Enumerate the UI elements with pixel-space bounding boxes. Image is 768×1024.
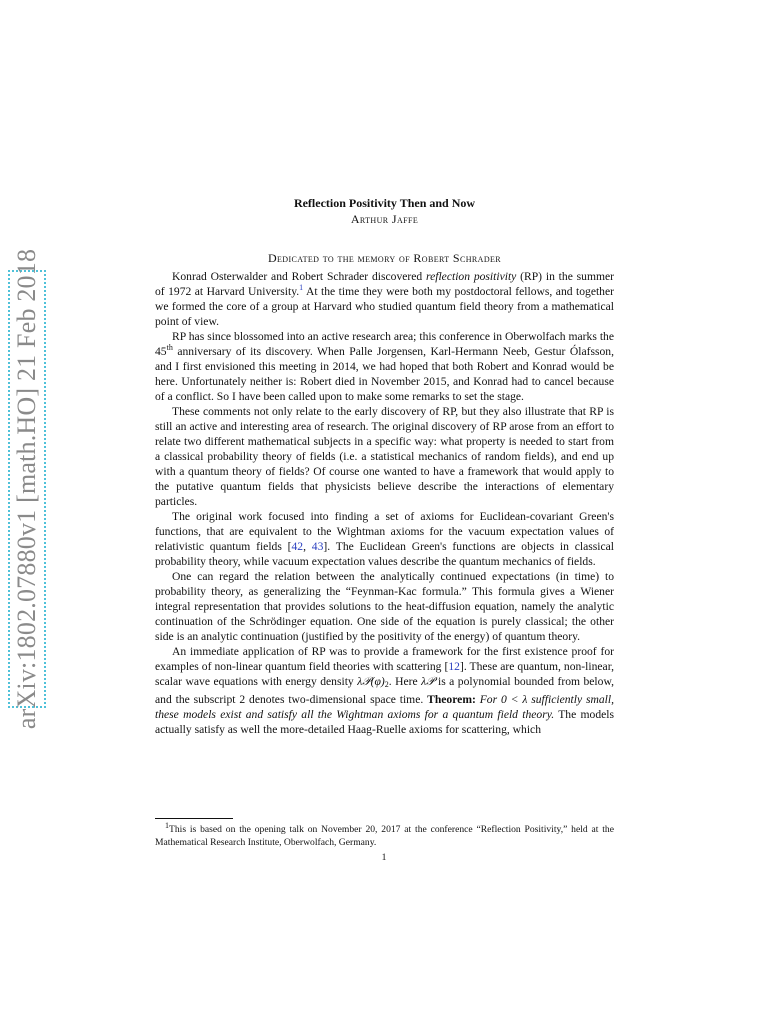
paragraph-5: One can regard the relation between the analytically continued expectations (in time) to probability theory, as generalizing the “Feynman-Kac formula.” This formula gives a Wiener integral representation that provides solutions to the heat-diffusion equation, namely the analytic continuation of the Schrödinger equation. One side of the equation is purely classical; the other side is an analytic continuation (justified by the positivity of the energy) of quantum theory. — [155, 570, 614, 643]
paper-body — [155, 196, 614, 737]
p4-sep: , — [303, 540, 312, 553]
p2-ordinal: th — [166, 343, 173, 353]
p1-text-b: (RP) in the summer of 1972 at Harvard University. — [155, 270, 615, 298]
p1-text-c: At the time they were both my postdoctoral fellows, and together we formed the core of a group at Harvard who studied quantum field theory from a mathematical point of view. — [155, 285, 614, 328]
paper-title: Reflection Positivity Then and Now — [293, 196, 476, 210]
theorem-statement: For 0 < λ sufficiently small, these models exist and satisfy all the Wightman axioms for a quantum field theory. — [155, 693, 614, 721]
paper-author: Arthur Jaffe — [350, 212, 419, 226]
p2-text-b: anniversary of its discovery. When Palle Jorgensen, Karl-Hermann Neeb, Gestur Ólafsson, and I first envisioned this meeting in 2014, we had hoped that both Robert and Konrad would be here. Unfortunately neither is: Robert died in November 2015, and Konrad had to cancel because of a conflict. So I have been called upon to make some remarks to set the stage. — [155, 345, 614, 403]
p4-text-b: ]. The Euclidean Green's functions are objects in classical probability theory, while vacuum expectation values describe the quantum mechanics of fields. — [155, 540, 615, 568]
p6-math-1-subscript: 2 — [384, 680, 389, 689]
p6-text-c: . Here — [388, 675, 422, 688]
page-number: 1 — [381, 852, 387, 863]
p1-text-a: Konrad Osterwalder and Robert Schrader discovered — [172, 270, 427, 283]
paragraph-3: These comments not only relate to the early discovery of RP, but they also illustrate that RP is still an active and interesting area of research. The original discovery of RP arose from an effort to relate two different mathematical subjects in a specific way: what property is needed to start from a classical probability theory of fields (i.e. a statistical mechanics of random fields), and end up with a quantum theory of fields? Of course one wanted to have a framework that would apply to the putative quantum fields that physicists believe describe the interactions of elementary particles. — [155, 405, 614, 508]
footnote-1 — [155, 820, 614, 849]
paragraph-6 — [155, 644, 614, 737]
p6-math-1: λ𝒫(φ) — [357, 675, 385, 688]
p6-text-d: is a polynomial bounded from below, and the subscript 2 denotes two-dimensional space time. — [155, 675, 614, 706]
p6-math-2: λ𝒫 — [421, 675, 435, 688]
footnote-text: This is based on the opening talk on November 20, 2017 at the conference “Reflection Positivity,” held at the Mathematical Research Institute, Oberwolfach, Germany. — [155, 824, 614, 848]
paragraph-2 — [155, 329, 614, 404]
p2-text-a: RP has since blossomed into an active research area; this conference in Oberwolfach marks the 45 — [155, 330, 614, 358]
citation-12[interactable]: 12 — [448, 660, 460, 673]
p6-text-f: The models actually satisfy as well the more-detailed Haag-Ruelle axioms for scattering, which — [155, 708, 614, 736]
p1-emphasis: reflection positivity — [426, 270, 517, 283]
footnote-rule — [155, 818, 233, 819]
arxiv-id: arXiv:1802.07880v1 [math.HO] 21 Feb 2018 — [12, 248, 41, 730]
dedication: Dedicated to the memory of Robert Schrader — [267, 251, 502, 265]
p4-text-a: The original work focused into finding a set of axioms for Euclidean-covariant Green's functions, that are equivalent to the Wightman axioms for the vacuum expectation values of relativistic quantum fields [ — [155, 510, 614, 553]
p6-text-a: An immediate application of RP was to provide a framework for the first existence proof for examples of non-linear quantum field theories with scattering [ — [155, 645, 614, 673]
theorem-label: Theorem: — [427, 693, 476, 706]
footnote-ref-1[interactable]: 1 — [299, 283, 304, 293]
p6-text-b: ]. These are quantum, non-linear, scalar wave equations with energy density — [155, 660, 614, 688]
footnote-mark: 1 — [165, 820, 169, 830]
paragraph-4 — [155, 509, 614, 569]
paragraph-1 — [155, 269, 614, 329]
citation-42[interactable]: 42 — [291, 540, 304, 553]
citation-43[interactable]: 43 — [311, 540, 324, 553]
arxiv-stamp — [8, 248, 46, 730]
